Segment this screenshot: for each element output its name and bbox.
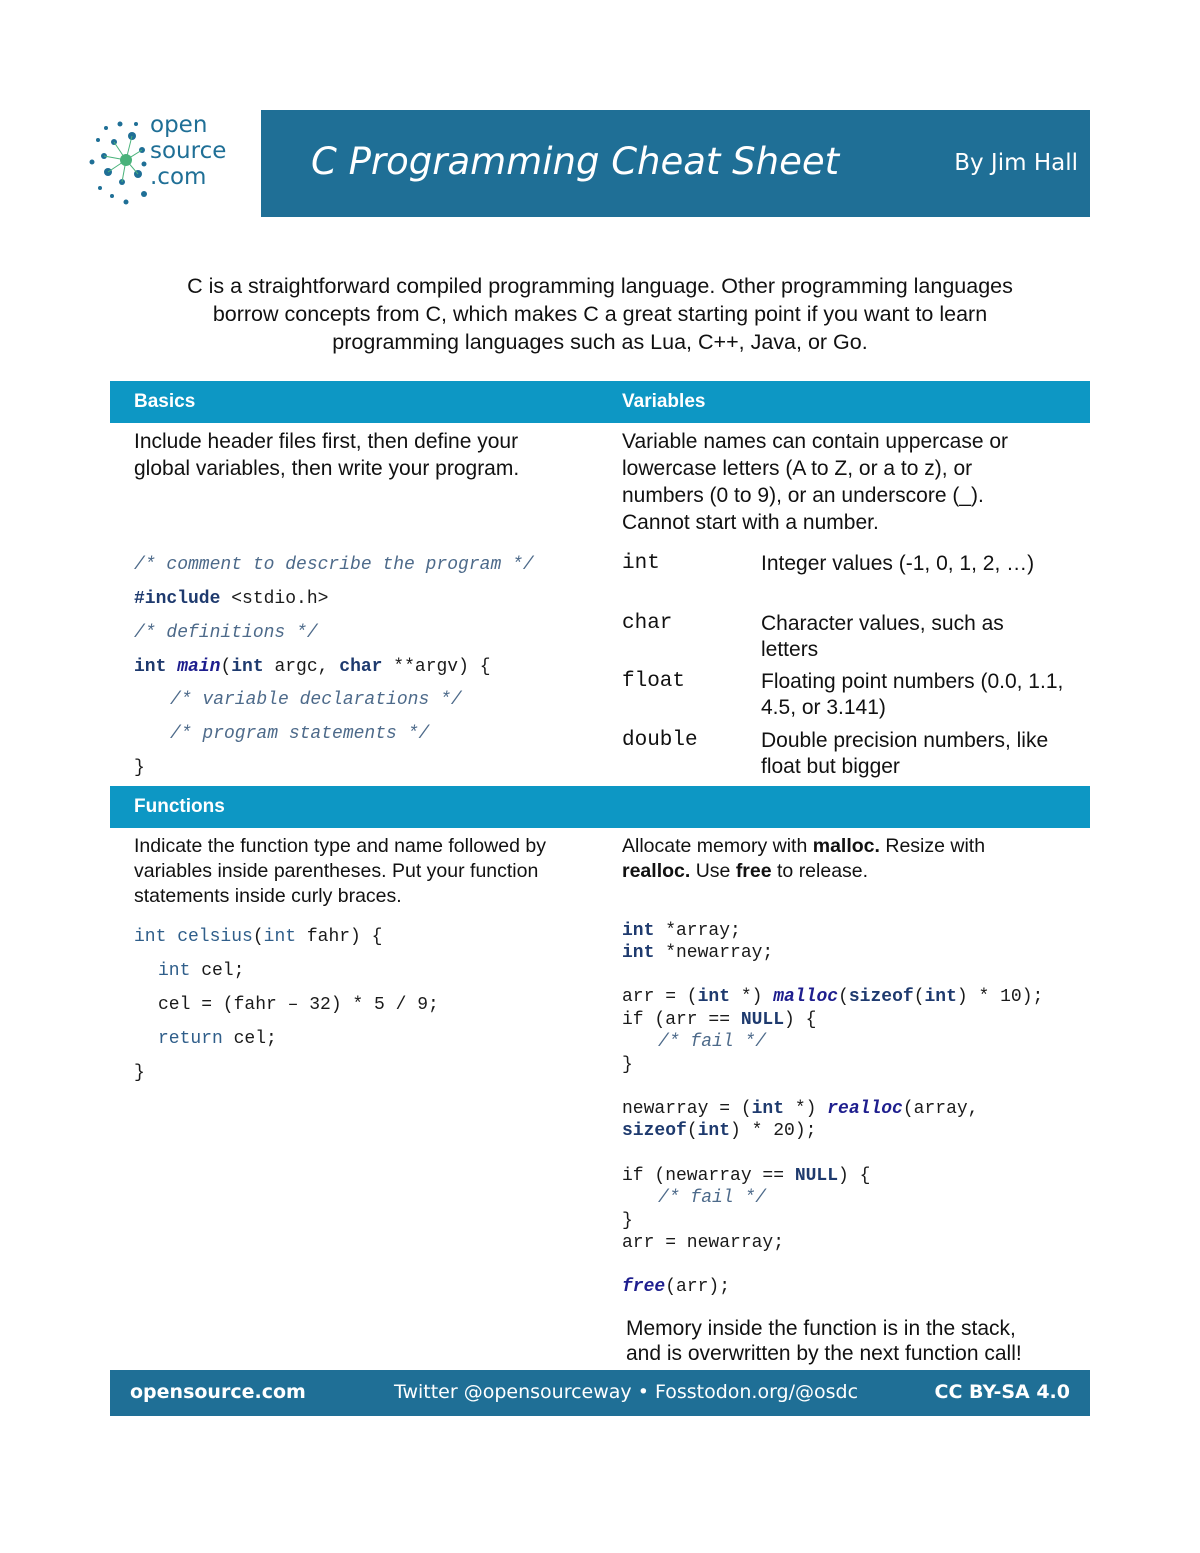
code-line (622, 1120, 816, 1142)
code-line-main (134, 656, 491, 678)
code-function: free (622, 1277, 666, 1297)
code-keyword: int (697, 987, 731, 1007)
memory-keyword-realloc: realloc. (622, 860, 691, 882)
code-keyword: int (231, 657, 264, 677)
code-keyword: int (263, 927, 297, 947)
variables-line: lowercase letters (A to Z, or a to z), or (622, 457, 973, 480)
author-byline: By Jim Hall (954, 150, 1078, 176)
code-closing-brace: } (134, 758, 145, 778)
code-keyword: sizeof (848, 987, 914, 1007)
code-function: main (177, 657, 221, 677)
footer-bar (110, 1370, 1090, 1416)
var-type-int: int (622, 552, 660, 575)
code-text: *) (730, 987, 774, 1007)
code-text: newarray = ( (622, 1099, 752, 1119)
variables-description (622, 428, 1082, 536)
heading-basics: Basics (134, 391, 196, 412)
basics-line: global variables, then write your program. (134, 457, 520, 480)
code-text: fahr) { (296, 927, 383, 947)
code-keyword: int (622, 921, 655, 941)
variables-line: numbers (0 to 9), or an underscore (_). (622, 484, 984, 507)
code-keyword: int (697, 1121, 731, 1141)
variables-line: Variable names can contain uppercase or (622, 430, 1009, 453)
code-text: cel; (222, 1029, 277, 1049)
code-line-include (134, 588, 328, 610)
basics-line: Include header files first, then define your (134, 430, 519, 453)
basics-description (134, 428, 594, 482)
code-function: malloc (773, 987, 839, 1007)
memory-text: Allocate memory with (622, 835, 813, 857)
page-title: C Programming Cheat Sheet (311, 140, 840, 183)
intro-line: programming languages such as Lua, C++, Java, or Go. (332, 330, 868, 354)
code-line (622, 942, 773, 964)
memory-text: Use (690, 860, 736, 882)
code-line (622, 920, 741, 942)
intro-line: borrow concepts from C, which makes C a great starting point if you want to learn (212, 302, 988, 326)
code-comment: /* fail */ (658, 1188, 767, 1208)
memory-text: Resize with (879, 835, 986, 857)
functions-line: variables inside parentheses. Put your function (134, 860, 539, 882)
code-comment: /* program statements */ (170, 724, 430, 744)
code-keyword: NULL (740, 1010, 785, 1030)
code-function: realloc (827, 1099, 903, 1119)
logo-text-source: source (150, 138, 227, 164)
intro-line: C is a straightforward compiled programming language. Other programming languages (187, 274, 1013, 298)
memory-keyword-free: free (735, 860, 772, 882)
var-desc-int: Integer values (-1, 0, 1, 2, …) (761, 552, 1035, 575)
code-line: arr = newarray; (622, 1233, 785, 1253)
code-line-declare (158, 960, 244, 982)
functions-line: Indicate the function type and name followed by (134, 835, 546, 857)
code-text: ( (252, 927, 264, 947)
memory-description (622, 834, 1082, 884)
memory-code-block (622, 920, 1090, 1300)
code-keyword: NULL (794, 1166, 839, 1186)
code-keyword: int (924, 987, 957, 1007)
var-type-double: double (622, 729, 698, 752)
opensource-logo (86, 110, 246, 214)
code-closing-brace: } (622, 1211, 633, 1231)
code-closing-brace: } (622, 1055, 633, 1075)
code-line-celsius (134, 926, 382, 948)
code-line (622, 1165, 870, 1187)
var-desc-char: Character values, such as letters (761, 612, 1004, 661)
code-text: *) (784, 1099, 828, 1119)
code-text: *newarray; (654, 943, 774, 963)
code-text: ) * 20); (730, 1121, 817, 1141)
code-line (622, 1276, 730, 1298)
code-line (622, 1098, 979, 1120)
code-keyword: #include (134, 589, 221, 609)
code-text: (array, (902, 1099, 979, 1119)
code-function: celsius (166, 927, 253, 947)
code-text: ) * 10); (956, 987, 1044, 1007)
code-keyword: int (751, 1099, 785, 1119)
code-text: cel; (190, 961, 245, 981)
code-text: if (newarray == (622, 1166, 795, 1186)
functions-description (134, 834, 604, 909)
title-bar (261, 110, 1090, 217)
code-line-return (158, 1028, 277, 1050)
code-text: ) { (838, 1166, 871, 1186)
code-comment: /* variable declarations */ (170, 690, 462, 710)
code-text: *array; (654, 921, 741, 941)
code-line-calc: cel = (fahr – 32) * 5 / 9; (158, 995, 439, 1015)
code-text: ( (686, 1121, 698, 1141)
code-comment: /* definitions */ (134, 623, 318, 643)
code-text: arr = ( (622, 987, 698, 1007)
code-text: ( (838, 987, 849, 1007)
code-text: if (arr == (622, 1010, 741, 1030)
memory-text: to release. (771, 860, 869, 882)
starburst-logo-icon (86, 110, 150, 214)
functions-line: statements inside curly braces. (134, 885, 402, 907)
var-type-float: float (622, 670, 686, 693)
code-closing-brace: } (134, 1063, 145, 1083)
code-keyword: sizeof (622, 1121, 687, 1141)
variables-line: Cannot start with a number. (622, 511, 879, 534)
code-keyword: int (622, 943, 655, 963)
code-text: <stdio.h> (220, 589, 329, 609)
logo-text-open: open (150, 112, 208, 138)
basics-code-block (134, 554, 594, 784)
code-text: ( (913, 987, 925, 1007)
footer-social: Twitter @opensourceway • Fosstodon.org/@osdc (394, 1381, 859, 1403)
memory-note-line: Memory inside the function is in the stack, (626, 1317, 1016, 1340)
memory-line (622, 859, 1082, 884)
var-type-char: char (622, 612, 673, 635)
intro-paragraph (110, 272, 1090, 356)
footer-site-link[interactable]: opensource.com (130, 1381, 306, 1403)
logo-text-com: .com (150, 164, 207, 190)
code-text: **argv) { (382, 657, 491, 677)
code-comment: /* comment to describe the program */ (134, 555, 534, 575)
code-keyword: int (158, 961, 191, 981)
code-text: (arr); (665, 1277, 731, 1297)
memory-note-line: and is overwritten by the next function call! (626, 1342, 1022, 1365)
code-text: ) { (784, 1010, 817, 1030)
var-desc-double: Double precision numbers, like float but bigger (761, 729, 1049, 778)
section-bar-functions (110, 786, 1090, 828)
memory-keyword-malloc: malloc. (812, 835, 880, 857)
code-comment: /* fail */ (658, 1032, 767, 1052)
code-keyword: char (339, 657, 383, 677)
var-desc-float: Floating point numbers (0.0, 1.1, 4.5, or 3.141) (761, 670, 1064, 719)
code-line (622, 1009, 816, 1031)
code-text: argc, (263, 657, 340, 677)
code-line (622, 986, 1043, 1008)
memory-note (626, 1316, 1086, 1366)
memory-line (622, 834, 1082, 859)
functions-code-block (134, 926, 604, 1086)
section-bar-basics-variables (110, 381, 1090, 423)
heading-variables: Variables (622, 391, 706, 412)
code-keyword: int (134, 657, 167, 677)
footer-license: CC BY-SA 4.0 (934, 1381, 1070, 1403)
code-keyword: int (134, 927, 167, 947)
code-keyword: return (158, 1029, 223, 1049)
code-text: ( (220, 657, 232, 677)
heading-functions: Functions (134, 796, 225, 817)
